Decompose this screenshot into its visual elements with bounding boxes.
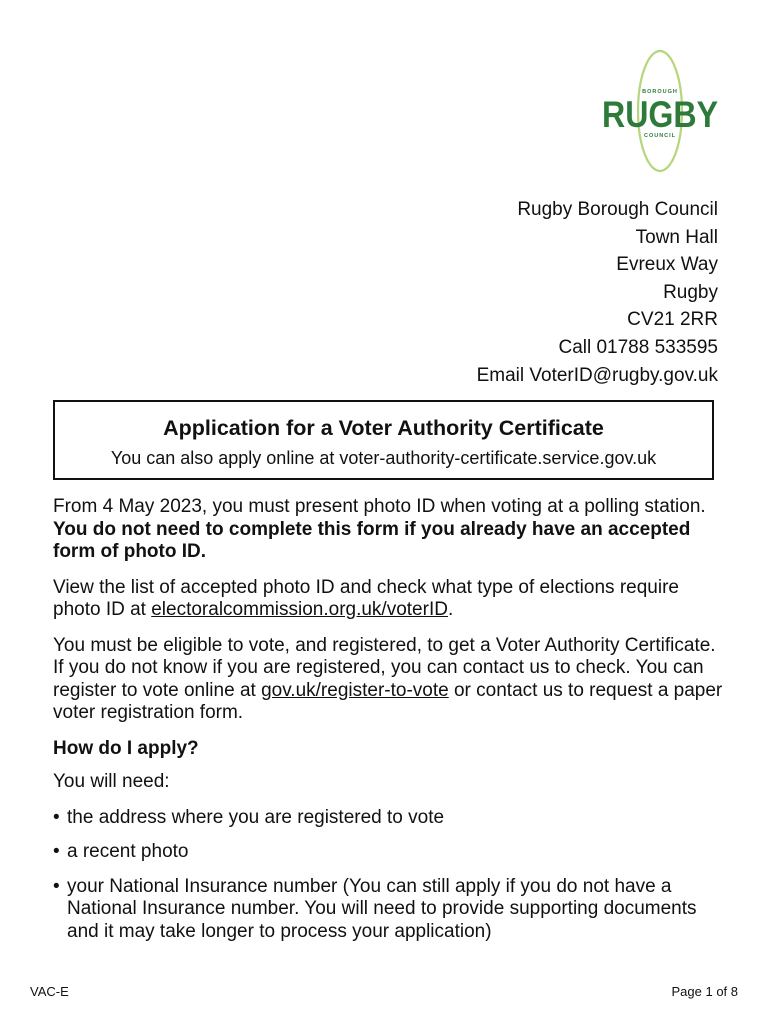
logo-main-text: RUGBY [602,94,719,135]
email-line: Email VoterID@rugby.gov.uk [476,364,718,386]
page-number: Page 1 of 8 [671,984,738,999]
list-item: • the address where you are registered to vote [53,807,723,830]
eligibility-text: You must be eligible to vote, and registered, to get a Voter Authority Certificate. If you do not know if you are registered, you can contact us to check. You can register to vote online at [53,634,716,701]
eligibility-suffix: or contact us to request a paper voter registration form. [53,679,723,723]
list-item: • your National Insurance number (You can still apply if you do not have a National Insurance number. You will need to provide supporting documents and it may take longer to process your application) [53,876,723,944]
logo-bottom-text: COUNCIL [643,133,677,139]
electoral-commission-link[interactable]: electoralcommission.org.uk/voterID [151,599,448,620]
logo-top-text: BOROUGH [642,89,678,95]
address-line: Town Hall [635,226,718,248]
title-box [53,400,714,480]
online-apply-prefix: You can also apply online at [110,448,340,468]
accepted-id-suffix: . [447,599,454,620]
address-line: CV21 2RR [627,309,718,331]
register-to-vote-link[interactable]: gov.uk/register-to-vote [261,679,449,701]
list-item: • a recent photo [53,841,723,864]
form-code: VAC-E [30,984,69,999]
photo-id-bold-text: You do not need to complete this form if you already have an accepted form of photo ID. [53,518,691,562]
council-address [477,196,718,389]
address-line: Rugby Borough Council [517,199,718,220]
photo-id-paragraph [53,496,723,564]
how-to-apply-heading: How do I apply? [53,737,199,759]
phone-line: Call 01788 533595 [558,336,718,358]
accepted-id-paragraph [53,577,723,622]
page-title: Application for a Voter Authority Certificate [163,416,604,440]
photo-id-text: From 4 May 2023, you must present photo ID when voting at a polling station. [53,496,706,517]
address-line: Evreux Way [616,254,718,276]
online-apply-note [55,446,712,470]
need-intro: You will need: [53,771,170,792]
eligibility-paragraph [53,635,723,725]
accepted-id-text: View the list of accepted photo ID and check what type of elections require photo ID at [53,576,679,620]
requirements-list [53,807,723,944]
address-line: Rugby [663,281,718,303]
online-apply-link[interactable]: voter-authority-certificate.service.gov.uk [339,448,657,468]
main-content [53,496,723,955]
rugby-borough-council-logo [598,48,722,174]
